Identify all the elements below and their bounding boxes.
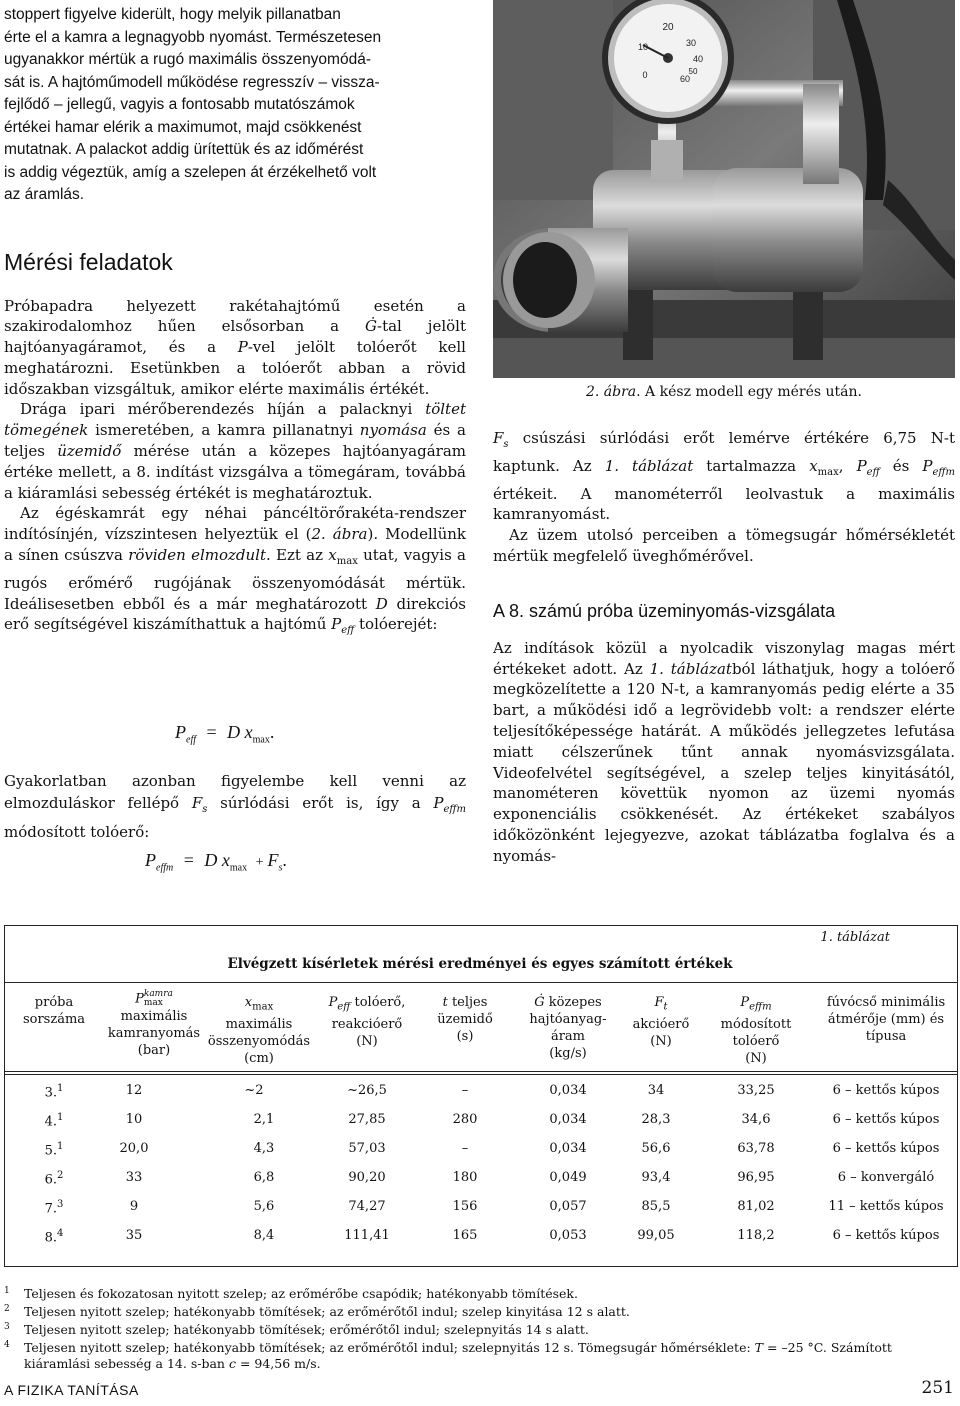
- subscript: max: [336, 556, 358, 568]
- cell-pressure: 35: [125, 1228, 143, 1243]
- header-line: tolóerő: [732, 1033, 780, 1049]
- subscript: eff: [866, 466, 880, 478]
- text: 2. ábra: [311, 525, 368, 544]
- cell-text: 6.: [44, 1172, 58, 1188]
- paragraph: [4, 399, 466, 503]
- page-number: 251: [921, 1378, 954, 1398]
- footnote: [4, 1304, 944, 1320]
- text: nyomása: [359, 421, 427, 440]
- symbol: P: [922, 456, 933, 475]
- footnote-ref: 3: [57, 1199, 64, 1210]
- header-line: módosított: [720, 1016, 792, 1032]
- cell-compression: 4,3: [253, 1141, 275, 1156]
- subscript: effm: [749, 1001, 772, 1013]
- symbol: P: [135, 991, 144, 1007]
- cell-nozzle: 6 – kettős kúpos: [832, 1112, 940, 1127]
- journal-name: A FIZIKA TANÍTÁSA: [4, 1382, 139, 1398]
- header-line: üzemidő: [437, 1012, 493, 1027]
- symbol: P: [740, 995, 750, 1010]
- header-symbol: [314, 994, 420, 1016]
- header-cell: [816, 994, 956, 1045]
- header-line: maximális: [120, 1009, 188, 1024]
- text: ismeretében, a kamra pillanatnyi: [88, 421, 360, 440]
- text: 1. táblázat: [604, 456, 694, 475]
- symbol: P: [331, 615, 342, 634]
- text: Az indítások közül a nyolcadik viszonylag magas mért értékeket adott. Az: [493, 638, 955, 678]
- text: és a teljes: [4, 421, 467, 461]
- footnote: [4, 1340, 944, 1372]
- subscript: s: [278, 862, 283, 874]
- subscript: s: [202, 804, 208, 815]
- cell-nozzle: 11 – kettős kúpos: [828, 1199, 944, 1214]
- caption-text: . A kész modell egy mérés után.: [636, 384, 862, 400]
- text: Az égéskamrát egy néhai páncéltörőrakéta-rendszer indítósínjén, vízszintesen helyeztük el (: [4, 504, 466, 544]
- cell-force: 99,05: [637, 1228, 675, 1243]
- header-line: (N): [745, 1050, 767, 1066]
- symbol: T: [754, 1340, 763, 1355]
- header-line: maximális: [225, 1016, 293, 1032]
- cell-peffm: 96,95: [737, 1170, 775, 1185]
- text: Drága ipari mérőberendezés híján a palacknyi: [20, 400, 426, 419]
- cell-force: 28,3: [641, 1112, 671, 1127]
- header-line: (N): [356, 1033, 378, 1049]
- cell-peff: 111,41: [344, 1228, 390, 1243]
- symbol: Ġ: [534, 995, 545, 1010]
- cell-peffm: 33,25: [737, 1083, 775, 1098]
- text-line: fejlődő – jellegű, vagyis a fontosabb mutatószámok: [4, 96, 355, 113]
- cell-peffm: 34,6: [741, 1112, 771, 1127]
- header-line: típusa: [865, 1029, 907, 1044]
- header-line: tolóerő,: [350, 995, 406, 1010]
- text: tartalmazza: [693, 456, 810, 475]
- symbol: P: [237, 338, 248, 357]
- footnote-number: 4: [4, 1340, 10, 1350]
- text: csúszási súrlódási erőt lemérve értékére 6,75 N-t kaptunk. Az: [493, 429, 955, 475]
- subscript: eff: [341, 625, 355, 637]
- operator: =: [206, 722, 217, 742]
- cell-time: 156: [452, 1199, 478, 1214]
- header-cell: [204, 994, 314, 1067]
- cell-nozzle: 6 – kettős kúpos: [832, 1228, 940, 1243]
- cell-compression: 6,8: [253, 1170, 275, 1185]
- header-cell: [104, 990, 204, 1059]
- footnote-number: 3: [4, 1322, 10, 1332]
- symbol: P: [328, 995, 338, 1010]
- symbol: P: [856, 456, 867, 475]
- footnote-ref: 1: [57, 1141, 64, 1152]
- text: tolóerejét:: [354, 615, 438, 634]
- cell-time: 165: [452, 1228, 478, 1243]
- text: üzemidő: [57, 442, 122, 461]
- subscript: max: [229, 862, 248, 874]
- intro-paragraph: [4, 4, 466, 207]
- header-cell: [510, 994, 626, 1062]
- cell-flow: 0,034: [549, 1112, 587, 1127]
- symbol: F: [191, 794, 203, 812]
- section-title: Mérési feladatok: [4, 248, 173, 275]
- cell-time: 180: [452, 1170, 478, 1185]
- left-column: [4, 4, 466, 642]
- cell-text: 4.: [44, 1114, 58, 1130]
- header-line: közepes: [544, 995, 602, 1010]
- cell-pressure: 9: [129, 1199, 139, 1214]
- subscript: effm: [932, 466, 955, 478]
- footnote: [4, 1322, 944, 1338]
- table-row: [0, 1141, 960, 1161]
- text: Teljesen nyitott szelep; hatékonyabb tömítések; az erőmérőtől indul; szelepnyitás 12 s. Tömegsugár hőmérséklete:: [24, 1340, 755, 1355]
- text: ,: [838, 456, 857, 475]
- subscript: eff: [186, 734, 196, 746]
- text: -tal jelölt hajtóanyagáramot, és a: [4, 317, 466, 357]
- footnote-ref: 4: [57, 1228, 64, 1239]
- formula-peff: [175, 722, 274, 746]
- symbol: c: [228, 1356, 236, 1371]
- operator: +: [255, 855, 264, 870]
- cell-nozzle: 6 – kettős kúpos: [832, 1083, 940, 1098]
- symbol: P: [433, 794, 444, 812]
- header-line: kamranyomás: [107, 1026, 201, 1041]
- header-cell: [420, 994, 510, 1045]
- cell-peff: 27,85: [348, 1112, 386, 1127]
- gauge-label: 20: [662, 22, 674, 33]
- text: 1. táblázat: [649, 659, 732, 678]
- symbol: D x: [227, 722, 253, 742]
- table-row: [0, 1083, 960, 1103]
- header-line: sorszáma: [22, 1012, 86, 1027]
- text: értékeit. A manométerről leolvastuk a maximális kamranyomást.: [493, 484, 955, 524]
- text: töltet tömegének: [4, 400, 466, 440]
- gauge-label: 60: [679, 74, 691, 84]
- subscript: effm: [156, 862, 174, 874]
- cell-peff: 57,03: [348, 1141, 386, 1156]
- table-rule: [4, 1071, 958, 1072]
- text: -vel jelölt tolóerőt kell meghatározni. Esetünkben a tolóerőt abban a rövid időszakban vizsgáltuk, amikor elérte maximális értékét.: [4, 338, 466, 398]
- text-line: az áramlás.: [4, 186, 85, 203]
- header-line: (cm): [244, 1050, 274, 1066]
- symbol: D: [375, 594, 388, 613]
- cell-time: –: [461, 1083, 469, 1098]
- cell-compression: 8,4: [253, 1228, 275, 1243]
- text: súrlódási erőt is, így a: [207, 794, 434, 812]
- cell-pressure: 12: [125, 1083, 143, 1098]
- operator: =: [183, 850, 194, 870]
- paragraph: [4, 503, 466, 642]
- cell-nozzle: 6 – kettős kúpos: [832, 1141, 940, 1156]
- symbol: F: [493, 429, 504, 447]
- paragraph: [4, 770, 466, 843]
- header-line: akcióerő: [632, 1016, 690, 1032]
- table-row: [0, 1112, 960, 1132]
- header-symbol: [510, 994, 626, 1011]
- header-line: reakcióerő: [331, 1016, 403, 1032]
- table-title: Elvégzett kísérletek mérési eredményei és egyes számított értékek: [227, 956, 733, 972]
- caption-label: 2. ábra: [586, 384, 637, 400]
- header-line: (s): [456, 1029, 474, 1044]
- footnote-text: Teljesen nyitott szelep; hatékonyabb tömítések; erőmérőtől indul; szelepnyitás 14 s alatt.: [24, 1322, 589, 1337]
- superscript: kamra: [143, 989, 173, 999]
- cell-text: 8.: [44, 1230, 58, 1246]
- header-cell: [696, 994, 816, 1067]
- header-cell: [4, 994, 104, 1028]
- gauge-label: 50: [688, 67, 698, 76]
- gauge-label: 30: [685, 38, 697, 48]
- cell-compression: 5,6: [253, 1199, 275, 1214]
- subscript: t: [663, 1001, 668, 1013]
- text: Próbapadra helyezett rakétahajtómű esetén a szakirodalomhoz hűen elsősorban a: [4, 296, 466, 336]
- cell-flow: 0,034: [549, 1141, 587, 1156]
- header-symbol: [420, 994, 510, 1011]
- header-symbol: [104, 990, 204, 1008]
- text: mérése után a közepes hajtóanyagáram értéke mellett, a 8. indítást vizsgálva a tömegáram, továbbá a kiáramlási sebesség értékét is meghatároztuk.: [4, 442, 466, 502]
- text: direkciós erő segítségével kiszámíthattuk a hajtómű: [4, 594, 466, 634]
- text-line: sát is. A hajtóműmodell működése regresszív – vissza-: [4, 73, 380, 91]
- gauge-label: 0: [642, 70, 648, 80]
- header-line: (kg/s): [549, 1046, 587, 1061]
- subscript: effm: [443, 804, 466, 815]
- figure-photo: [493, 0, 955, 378]
- text-line: ugyanakkor mértük a rugó maximális összenyomódá-: [4, 51, 371, 68]
- subscript: max: [143, 998, 163, 1008]
- cell-pressure: 33: [125, 1170, 143, 1185]
- symbol: x: [244, 995, 253, 1010]
- punctuation: .: [282, 850, 287, 870]
- header-line: teljes: [447, 995, 488, 1010]
- cell-text: 3.: [44, 1085, 58, 1101]
- symbol: F: [267, 850, 279, 870]
- header-cell: [626, 994, 696, 1050]
- text: Gyakorlatban azonban figyelembe kell venni az elmozduláskor fellépő: [4, 772, 466, 812]
- text: . Ezt az: [266, 546, 329, 565]
- paragraph: [493, 638, 955, 867]
- cell-peff: 90,20: [348, 1170, 386, 1185]
- cell-flow: 0,057: [549, 1199, 587, 1214]
- cell-peff: ~26,5: [347, 1083, 387, 1098]
- header-line: fúvócső minimális: [826, 995, 946, 1010]
- section-title: A 8. számú próba üzeminyomás-vizsgálata: [493, 600, 836, 621]
- table-rule: [4, 1074, 958, 1075]
- header-line: hajtóanyag-: [529, 1012, 607, 1027]
- cell-text: 7.: [44, 1201, 58, 1217]
- cell-flow: 0,053: [549, 1228, 587, 1243]
- cell-compression: 2,1: [253, 1112, 275, 1127]
- subscript: s: [503, 439, 509, 450]
- symbol: F: [654, 995, 664, 1010]
- footnote-ref: 2: [57, 1170, 64, 1181]
- text: ). Modellünk a sínen csúszva: [4, 525, 466, 565]
- formula-peffm: [145, 850, 287, 874]
- cell-text: 5.: [44, 1143, 58, 1159]
- header-symbol: [626, 994, 696, 1016]
- cell-pressure: 20,0: [119, 1141, 149, 1156]
- footnote-text: Teljesen és fokozatosan nyitott szelep; az erőmérőbe csapódik; hatékonyabb tömítések.: [24, 1286, 578, 1301]
- text-line: érte el a kamra a legnagyobb nyomást. Természetesen: [4, 28, 382, 46]
- cell-time: 280: [452, 1112, 478, 1127]
- header-symbol: [696, 994, 816, 1016]
- cell-nozzle: 6 – konvergáló: [837, 1170, 935, 1185]
- subscript: max: [817, 466, 839, 478]
- text-line: mutatnak. A palackot addig ürítettük és az időmérést: [4, 141, 364, 158]
- figure-caption: [493, 384, 955, 400]
- footnote-text: Teljesen nyitott szelep; hatékonyabb tömítések; az erőmérőtől indul; szelep kinyitása 12 s alatt.: [24, 1304, 630, 1319]
- punctuation: .: [269, 722, 275, 742]
- text-line: értékei hamar elérik a maximumot, majd csökkenést: [4, 118, 362, 136]
- symbol: t: [442, 995, 448, 1010]
- subscript: eff: [337, 1001, 351, 1013]
- header-symbol: [204, 994, 314, 1016]
- cell-peff: 74,27: [348, 1199, 386, 1214]
- paragraph: [493, 428, 955, 525]
- text: módosított tolóerő:: [4, 823, 150, 841]
- text: = 94,56 m/s.: [235, 1356, 321, 1371]
- symbol: x: [328, 546, 337, 565]
- cell-force: 56,6: [641, 1141, 671, 1156]
- right-column: [493, 428, 955, 867]
- gauge-label: 10: [637, 42, 649, 52]
- header-line: (bar): [137, 1043, 171, 1058]
- rocket-engine-model-photo: [493, 0, 955, 378]
- symbol: D x: [204, 850, 230, 870]
- cell-pressure: 10: [125, 1112, 143, 1127]
- header-line: áram: [550, 1029, 586, 1044]
- footnote-number: 1: [4, 1286, 10, 1296]
- subscript: max: [252, 1001, 274, 1013]
- symbol: P: [175, 722, 186, 742]
- cell-flow: 0,034: [549, 1083, 587, 1098]
- symbol: Ġ: [365, 317, 377, 336]
- text: és: [879, 456, 923, 475]
- footnote-ref: 1: [57, 1112, 64, 1123]
- text: = –25 °C. Számított kiáramlási sebesség a 14. s-ban: [24, 1340, 892, 1371]
- cell-compression: ~2: [244, 1083, 264, 1098]
- text: ból láthatjuk, hogy a tolóerő megközelítette a 120 N-t, a kamranyomás pedig elérte a 35 bart, a működési idő a legrövidebb volt: a rendszer elérte teljesítőképessége határát. A működés jellegzetes lefutása miatt célszerűnek tűnt annak nyomásvizsgálata. Videofelvétel segítségével, a szelep teljes kinyitásától, manométeren követtük nyomon az üzemi nyomás exponenciális csökkenését. Az értékeket szabályos időközönként lejegyezve, azokat táblázatba foglalva és a nyomás-: [493, 659, 955, 865]
- text-line: is addig végeztük, amíg a szelepen át érzékelhető volt: [4, 163, 377, 181]
- text-line: stoppert figyelve kiderült, hogy melyik pillanatban: [4, 6, 341, 23]
- text: utat, vagyis a rugós erőmérő rugójának összenyomódását mértük. Ideálisesetben ebből és a már meghatározott: [4, 546, 466, 613]
- cell-force: 34: [647, 1083, 665, 1098]
- cell-force: 93,4: [641, 1170, 671, 1185]
- text: röviden elmozdult: [128, 546, 266, 565]
- cell-peffm: 118,2: [737, 1228, 775, 1243]
- cell-force: 85,5: [641, 1199, 671, 1214]
- cell-time: –: [461, 1141, 469, 1156]
- table-label: 1. táblázat: [820, 930, 890, 945]
- symbol: P: [145, 850, 156, 870]
- paragraph: Az üzem utolsó perceiben a tömegsugár hőmérsékletét mértük megfelelő üveghőmérővel.: [493, 526, 955, 565]
- footnote: [4, 1286, 944, 1302]
- footnote-ref: 1: [57, 1083, 64, 1094]
- header-line: (N): [650, 1033, 672, 1049]
- table-row: [0, 1199, 960, 1219]
- header-line: összenyomódás: [207, 1033, 311, 1049]
- gauge-label: 40: [692, 54, 704, 64]
- header-line: próba: [34, 995, 74, 1010]
- paragraph: [4, 296, 466, 400]
- table-row: [0, 1170, 960, 1190]
- subscript: max: [252, 734, 270, 746]
- table-row: [0, 1228, 960, 1248]
- footnote-number: 2: [4, 1304, 10, 1314]
- table-rule: [4, 982, 958, 983]
- cell-flow: 0,049: [549, 1170, 587, 1185]
- cell-peffm: 63,78: [737, 1141, 775, 1156]
- footnote-text: [24, 1340, 944, 1372]
- header-cell: [314, 994, 420, 1050]
- cell-peffm: 81,02: [737, 1199, 775, 1214]
- header-line: átmérője (mm) és: [827, 1012, 945, 1027]
- symbol: x: [809, 456, 818, 475]
